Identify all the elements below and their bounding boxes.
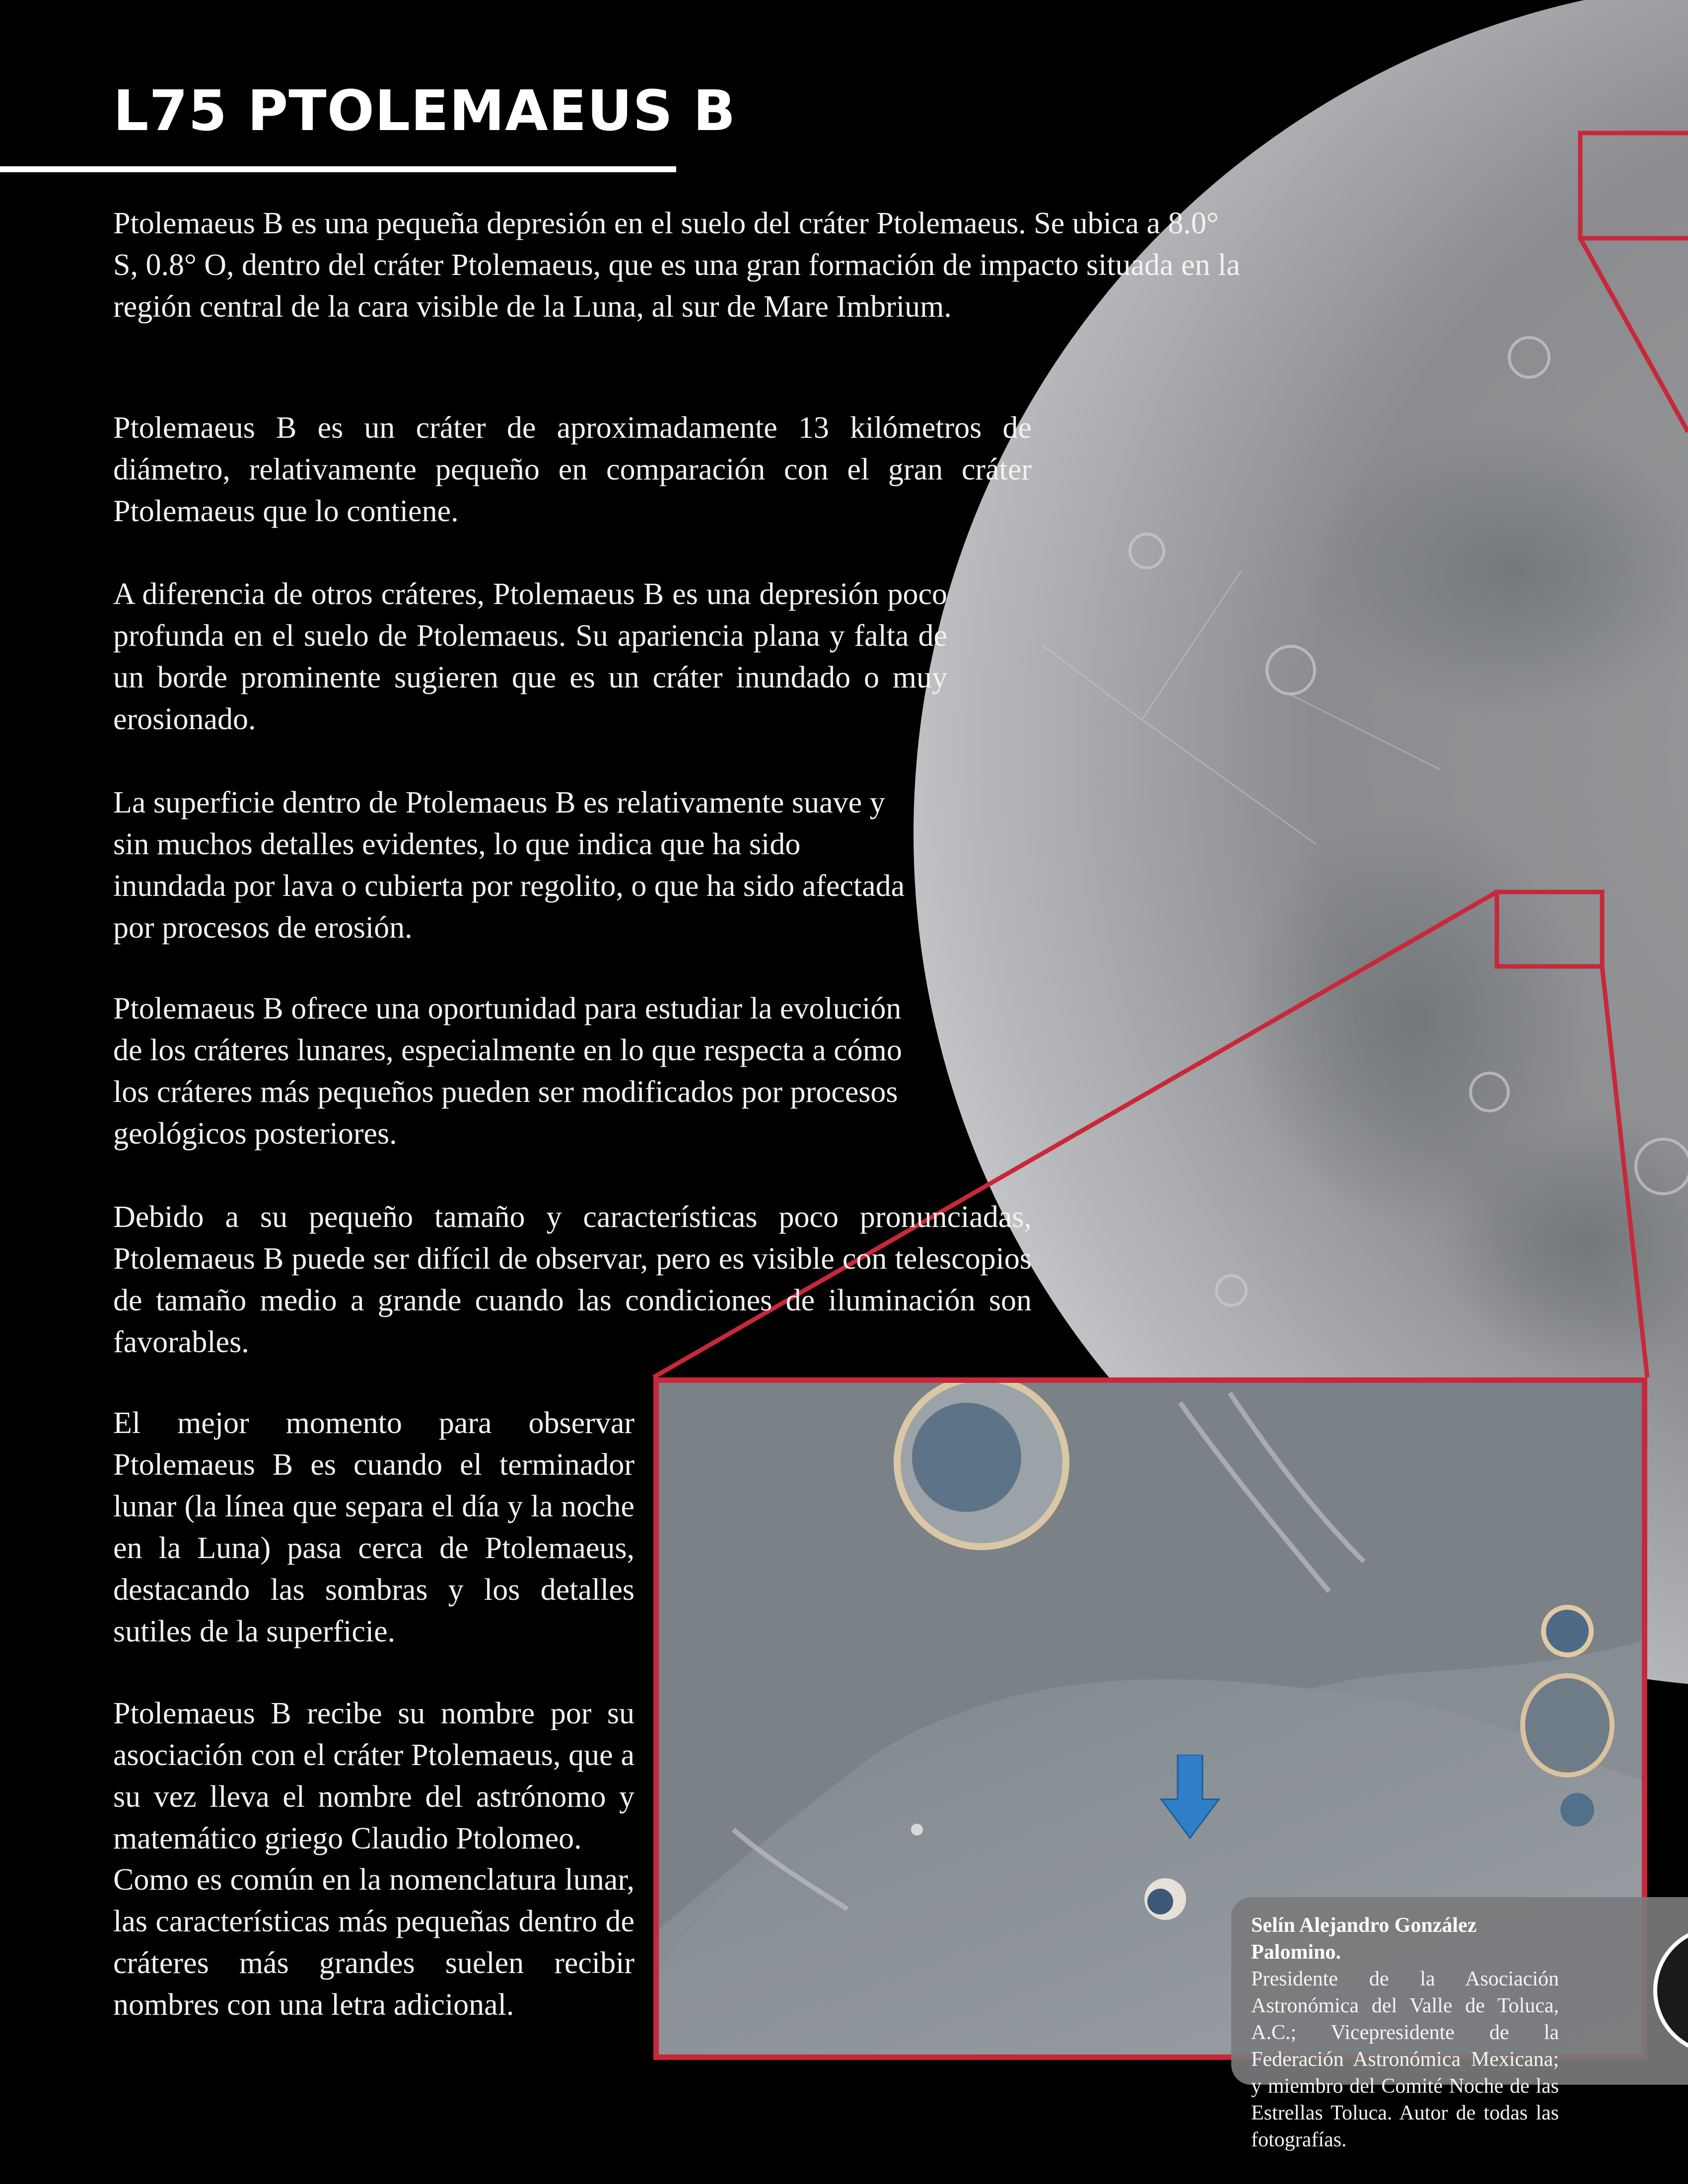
paragraph-best-time: El mejor momento para observar Ptolemaeus B es cuando el terminador lunar (la línea que separa el día y la noche en la Luna) pasa cerca de Ptolemaeus, destacando las sombras y los detalles sutiles de la superficie. (113, 1406, 634, 1648)
paragraph-observation: Debido a su pequeño tamaño y características poco pronunciadas, Ptolemaeus B puede ser difícil de observar, pero es visible con telescopios de tamaño medio a grande cuando las condiciones de iluminación son favorables. (113, 1200, 1032, 1359)
paragraph-name-origin: Ptolemaeus B recibe su nombre por su asociación con el cráter Ptolemaeus, que a su vez lleva el nombre del astrónomo y matemático griego Claudio Ptolomeo. (113, 1697, 634, 1855)
author-name: Selín Alejandro González Palomino. (1251, 1914, 1477, 1964)
paragraph-study: Ptolemaeus B ofrece una oportunidad para estudiar la evolución de los cráteres lunares, especialmente en lo que respecta a cómo los cráteres más pequeños pueden ser modificados por procesos geológicos posteriores. (113, 992, 902, 1151)
paragraph-depression: A diferencia de otros cráteres, Ptolemaeus B es una depresión poco profunda en el suelo de Ptolemaeus. Su apariencia plana y falta de un borde prominente sugieren que es un cráter inundado o muy erosionado. (113, 577, 947, 736)
paragraph-nomenclature: Como es común en la nomenclatura lunar, las características más pequeñas dentro de cráteres más grandes suelen recibir nombres con una letra adicional. (113, 1863, 634, 2022)
paragraph-surface: La superficie dentro de Ptolemaeus B es relativamente suave y sin muchos detalles evidentes, lo que indica que ha sido inundada por lava o cubierta por regolito, o que ha sido afectada por procesos de erosión. (113, 786, 905, 945)
author-description: Presidente de la Asociación Astronómica del Valle de Toluca, A.C.; Vicepresidente de la Federación Astronómica Mexicana; y miembro del Comité Noche de las Estrellas Toluca. Autor de todas las fotografías. (1251, 1968, 1559, 2151)
paragraph-size: Ptolemaeus B es un cráter de aproximadamente 13 kilómetros de diámetro, relativamente pequeño en comparación con el gran cráter Ptolemaeus que lo contiene. (113, 411, 1032, 528)
page-title: L75 PTOLEMAEUS B (113, 79, 736, 143)
author-credit-box (1231, 1897, 1688, 2151)
title-divider (0, 166, 676, 172)
arrow-down-icon (1160, 1755, 1220, 1839)
paragraph-location: Ptolemaeus B es una pequeña depresión en el suelo del cráter Ptolemaeus. Se ubica a 8.0° S, 0.8° O, dentro del cráter Ptolemaeus, que es una gran formación de impacto situada en la región central de la cara visible de la Luna, al sur de Mare Imbrium. (113, 206, 1240, 324)
